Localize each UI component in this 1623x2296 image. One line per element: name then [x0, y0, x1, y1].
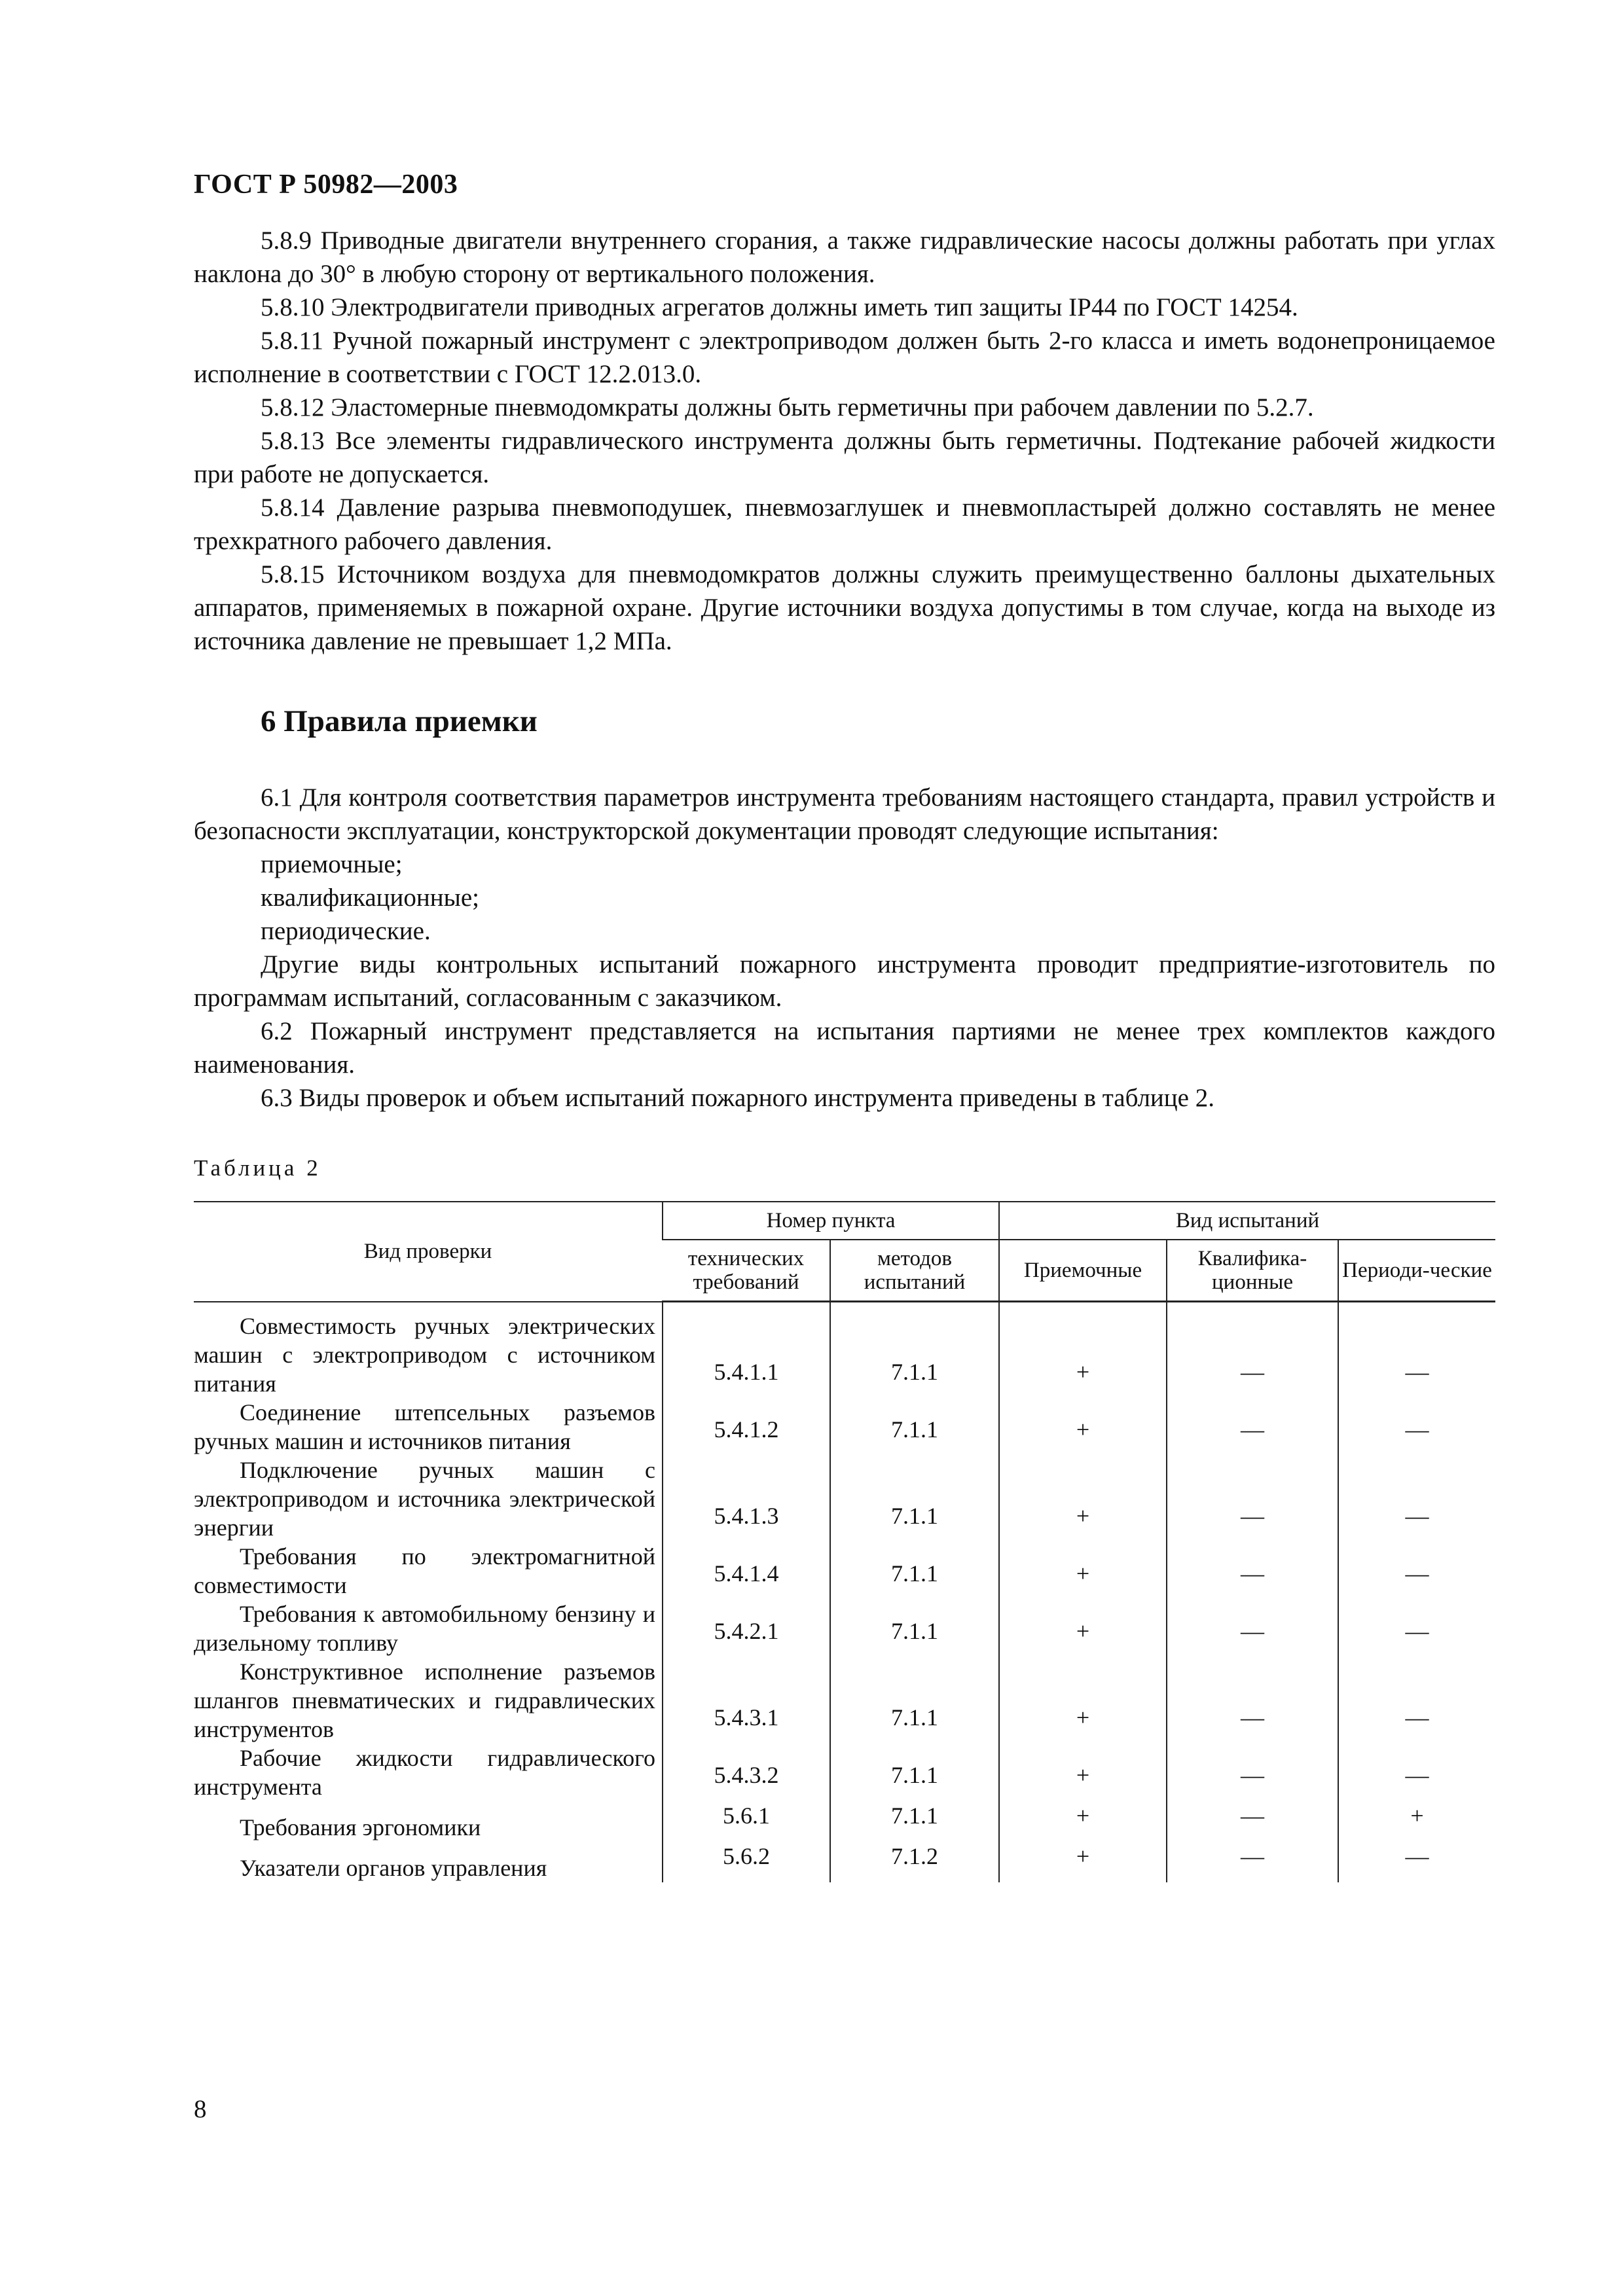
check-name-cell: Соединение штепсельных разъемов ручных машин и источников питания: [194, 1399, 655, 1454]
periodic-cell: —: [1338, 1744, 1495, 1801]
paragraph-5-8-9: 5.8.9 Приводные двигатели внутреннего сгорания, а также гидравлические насосы должны работать при углах наклона до 30° в любую сторону от вертикального положения.: [194, 226, 1495, 288]
header-test-methods: методов испытаний: [830, 1240, 999, 1302]
table-row: [194, 1542, 1495, 1600]
paragraph-6-3: 6.3 Виды проверок и объем испытаний пожарного инструмента приведены в таблице 2.: [261, 1084, 1214, 1112]
list-item: квалификационные;: [261, 884, 479, 912]
tech-req-cell: 5.4.3.2: [663, 1744, 830, 1801]
paragraph-6-2: 6.2 Пожарный инструмент представляется на испытания партиями не менее трех комплектов каждого наименования.: [194, 1017, 1495, 1079]
acceptance-cell: +: [999, 1657, 1167, 1744]
check-name-cell: Совместимость ручных электрических машин с электроприводом с источником питания: [194, 1312, 655, 1397]
periodic-cell: —: [1338, 1398, 1495, 1456]
page-number: 8: [194, 2095, 207, 2123]
qualification-cell: —: [1167, 1398, 1338, 1456]
document-header: ГОСТ Р 50982—2003: [194, 170, 458, 200]
acceptance-cell: +: [999, 1842, 1167, 1882]
test-method-cell: 7.1.1: [830, 1542, 999, 1600]
paragraph-5-8-15: 5.8.15 Источником воздуха для пневмодомкратов должны служить преимущественно баллоны дыхательных аппаратов, применяемых в пожарной охране. Другие источники воздуха допустимы в том случае, когда на выходе из источника давление не превышает 1,2 МПа.: [194, 560, 1495, 655]
check-name-cell: Требования к автомобильному бензину и дизельному топливу: [194, 1600, 655, 1656]
header-clause-number: Номер пункта: [663, 1202, 999, 1240]
periodic-cell: —: [1338, 1542, 1495, 1600]
test-method-cell: 7.1.1: [830, 1456, 999, 1542]
table-body: [194, 1302, 1495, 1882]
acceptance-cell: +: [999, 1456, 1167, 1542]
check-name-cell: Конструктивное исполнение разъемов шлангов пневматических и гидравлических инструментов: [194, 1658, 655, 1742]
tech-req-cell: 5.4.1.2: [663, 1398, 830, 1456]
periodic-cell: —: [1338, 1600, 1495, 1657]
qualification-cell: —: [1167, 1657, 1338, 1744]
paragraph-5-8-10: 5.8.10 Электродвигатели приводных агрегатов должны иметь тип защиты IP44 по ГОСТ 14254.: [261, 293, 1298, 321]
test-method-cell: 7.1.1: [830, 1398, 999, 1456]
qualification-cell: —: [1167, 1542, 1338, 1600]
test-method-cell: 7.1.2: [830, 1842, 999, 1882]
check-name-cell: Подключение ручных машин с электроприводом и источника электрической энергии: [194, 1456, 655, 1541]
test-method-cell: 7.1.1: [830, 1744, 999, 1801]
check-name-cell: Требования по электромагнитной совместимости: [194, 1543, 655, 1598]
check-name-cell: Рабочие жидкости гидравлического инструмента: [194, 1744, 655, 1800]
qualification-cell: —: [1167, 1842, 1338, 1882]
list-item: приемочные;: [261, 850, 403, 878]
table-row: [194, 1744, 1495, 1801]
header-periodic: Периоди-ческие: [1338, 1240, 1495, 1302]
tech-req-cell: 5.6.2: [663, 1842, 830, 1882]
qualification-cell: —: [1167, 1600, 1338, 1657]
paragraph-other-tests: Другие виды контрольных испытаний пожарного инструмента проводит предприятие-изготовитель по программам испытаний, согласованным с заказчиком.: [194, 950, 1495, 1012]
check-name-cell: Требования эргономики: [240, 1814, 481, 1840]
test-method-cell: 7.1.1: [830, 1801, 999, 1842]
acceptance-cell: +: [999, 1744, 1167, 1801]
tech-req-cell: 5.4.1.3: [663, 1456, 830, 1542]
qualification-cell: —: [1167, 1456, 1338, 1542]
test-method-cell: 7.1.1: [830, 1302, 999, 1398]
paragraph-5-8-12: 5.8.12 Эластомерные пневмодомкраты должны быть герметичны при рабочем давлении по 5.2.7.: [261, 393, 1314, 422]
check-name-cell: Указатели органов управления: [240, 1854, 547, 1881]
table-caption: Таблица 2: [194, 1155, 321, 1181]
qualification-cell: —: [1167, 1801, 1338, 1842]
paragraph-6-1: 6.1 Для контроля соответствия параметров инструмента требованиям настоящего стандарта, правил устройств и безопасности эксплуатации, конструкторской документации проводят следующие испытания:: [194, 783, 1495, 845]
tests-table: [194, 1201, 1495, 1882]
tech-req-cell: 5.4.1.4: [663, 1542, 830, 1600]
periodic-cell: —: [1338, 1456, 1495, 1542]
table-row: [194, 1801, 1495, 1842]
document-page: [194, 169, 1495, 1882]
tech-req-cell: 5.4.2.1: [663, 1600, 830, 1657]
table-row: [194, 1302, 1495, 1398]
header-qualification: Квалифика-ционные: [1167, 1240, 1338, 1302]
table-row: [194, 1456, 1495, 1542]
section-heading: 6 Правила приемки: [261, 704, 538, 738]
table-row: [194, 1398, 1495, 1456]
test-method-cell: 7.1.1: [830, 1657, 999, 1744]
table-row: [194, 1600, 1495, 1657]
qualification-cell: —: [1167, 1744, 1338, 1801]
periodic-cell: +: [1338, 1801, 1495, 1842]
acceptance-cell: +: [999, 1542, 1167, 1600]
acceptance-cell: +: [999, 1398, 1167, 1456]
periodic-cell: —: [1338, 1302, 1495, 1398]
table-row: [194, 1657, 1495, 1744]
acceptance-cell: +: [999, 1302, 1167, 1398]
section-body: [194, 781, 1495, 1115]
table-row: [194, 1842, 1495, 1882]
paragraph-5-8-11: 5.8.11 Ручной пожарный инструмент с электроприводом должен быть 2-го класса и иметь водонепроницаемое исполнение в соответствии с ГОСТ 12.2.013.0.: [194, 327, 1495, 388]
header-test-type: Вид испытаний: [999, 1202, 1495, 1240]
list-item: периодические.: [261, 917, 431, 945]
header-tech-requirements: технических требований: [663, 1240, 830, 1302]
header-acceptance: Приемочные: [999, 1240, 1167, 1302]
top-paragraphs: [194, 224, 1495, 658]
paragraph-5-8-14: 5.8.14 Давление разрыва пневмоподушек, пневмозаглушек и пневмопластырей должно составлять не менее трехкратного рабочего давления.: [194, 493, 1495, 555]
paragraph-5-8-13: 5.8.13 Все элементы гидравлического инструмента должны быть герметичны. Подтекание рабочей жидкости при работе не допускается.: [194, 427, 1495, 488]
tech-req-cell: 5.4.3.1: [663, 1657, 830, 1744]
test-method-cell: 7.1.1: [830, 1600, 999, 1657]
header-check-type: Вид проверки: [194, 1202, 663, 1302]
periodic-cell: —: [1338, 1657, 1495, 1744]
acceptance-cell: +: [999, 1600, 1167, 1657]
periodic-cell: —: [1338, 1842, 1495, 1882]
tech-req-cell: 5.4.1.1: [663, 1302, 830, 1398]
acceptance-cell: +: [999, 1801, 1167, 1842]
qualification-cell: —: [1167, 1302, 1338, 1398]
tech-req-cell: 5.6.1: [663, 1801, 830, 1842]
